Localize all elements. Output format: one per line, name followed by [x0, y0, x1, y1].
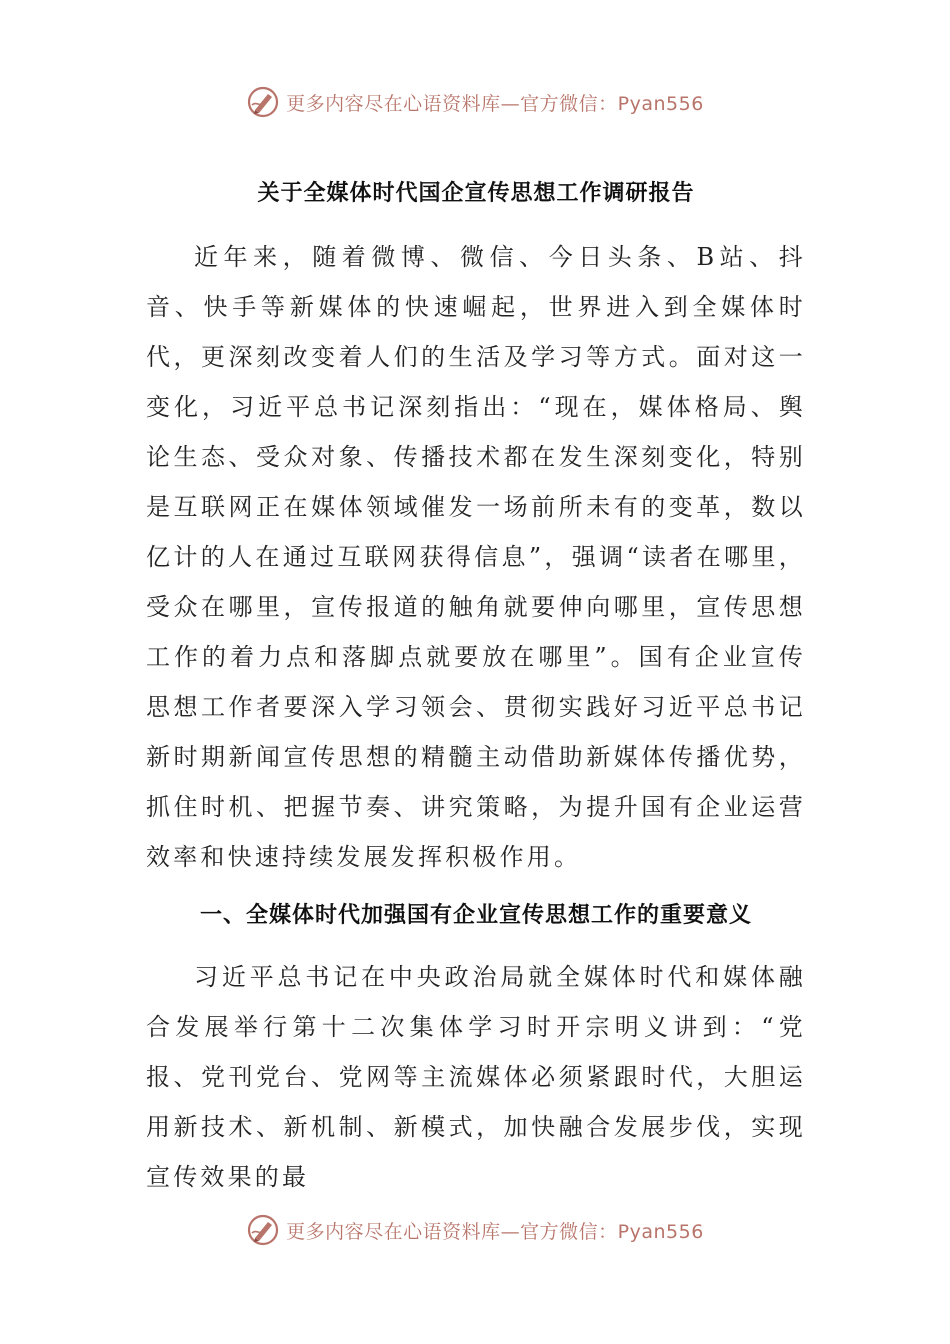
- document-title: 关于全媒体时代国企宣传思想工作调研报告: [257, 181, 695, 206]
- paragraph-intro: 近年来，随着微博、微信、今日头条、B站、抖音、快手等新媒体的快速崛起，世界进入到全媒体时代，更深刻改变着人们的生活及学习等方式。面对这一变化，习近平总书记深刻指出：“现在，媒体格局、舆论生态、受众对象、传播技术都在发生深刻变化，特别是互联网正在媒体领域催发一场前所未有的变革，数以亿计的人在通过互联网获得信息”，强调“读者在哪里，受众在哪里，宣传报道的触角就要伸向哪里，宣传思想工作的着力点和落脚点就要放在哪里”。国有企业宣传思想工作者要深入学习领会、贯彻实践好习近平总书记新时期新闻宣传思想的精髓主动借助新媒体传播优势，抓住时机、把握节奏、讲究策略，为提升国有企业运营效率和快速持续发展发挥积极作用。: [146, 243, 806, 871]
- paragraph-section-1: 习近平总书记在中央政治局就全媒体时代和媒体融合发展举行第十二次集体学习时开宗明义讲到：“党报、党刊党台、党网等主流媒体必须紧跟时代，大胆运用新技术、新机制、新模式，加快融合发展步伐，实现宣传效果的最: [146, 963, 806, 1191]
- footer-watermark-banner: [0, 1210, 950, 1250]
- watermark-text: 更多内容尽在心语资料库—官方微信：Pyan556: [286, 1220, 704, 1243]
- pen-seal-icon: [246, 1213, 280, 1247]
- section-heading-1: 一、全媒体时代加强国有企业宣传思想工作的重要意义: [199, 903, 752, 928]
- header-watermark-banner: [0, 82, 950, 122]
- pen-seal-icon: [246, 85, 280, 119]
- watermark-text: 更多内容尽在心语资料库—官方微信：Pyan556: [286, 92, 704, 115]
